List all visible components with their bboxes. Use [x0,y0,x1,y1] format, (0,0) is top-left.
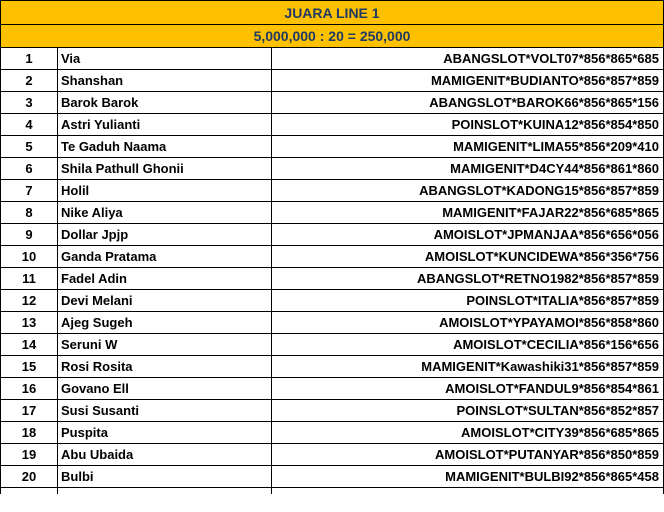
table-row [1,180,664,202]
row-number-cell[interactable]: 11 [1,268,58,290]
account-cell[interactable]: AMOISLOT*PUTANYAR*856*850*859 [272,444,664,466]
table-row [1,136,664,158]
name-cell[interactable]: Ajeg Sugeh [58,312,272,334]
row-number-cell[interactable]: 5 [1,136,58,158]
account-cell[interactable]: ABANGSLOT*BAROK66*856*865*156 [272,92,664,114]
account-cell[interactable]: ABANGSLOT*KADONG15*856*857*859 [272,180,664,202]
row-number-cell[interactable]: 14 [1,334,58,356]
row-number-cell[interactable]: 7 [1,180,58,202]
table-row [1,224,664,246]
subtitle-row [1,25,664,48]
row-number-cell[interactable]: 15 [1,356,58,378]
table-title[interactable]: JUARA LINE 1 [1,1,664,25]
name-cell[interactable]: Shanshan [58,70,272,92]
account-cell[interactable]: MAMIGENIT*FAJAR22*856*685*865 [272,202,664,224]
row-number-cell[interactable]: 19 [1,444,58,466]
row-number-cell[interactable]: 6 [1,158,58,180]
row-number-cell[interactable]: 20 [1,466,58,488]
table-row [1,268,664,290]
table-row [1,356,664,378]
account-cell[interactable]: MAMIGENIT*D4CY44*856*861*860 [272,158,664,180]
account-cell[interactable]: ABANGSLOT*RETNO1982*856*857*859 [272,268,664,290]
table-row [1,246,664,268]
table-row [1,48,664,70]
table-row [1,378,664,400]
row-number-cell[interactable]: 8 [1,202,58,224]
table-row [1,334,664,356]
account-cell[interactable]: POINSLOT*KUINA12*856*854*850 [272,114,664,136]
account-cell[interactable]: MAMIGENIT*Kawashiki31*856*857*859 [272,356,664,378]
table-row [1,202,664,224]
name-cell[interactable]: Holil [58,180,272,202]
empty-cell[interactable] [272,488,664,494]
row-number-cell[interactable]: 3 [1,92,58,114]
name-cell[interactable]: Dollar Jpjp [58,224,272,246]
name-cell[interactable]: Shila Pathull Ghonii [58,158,272,180]
table-row [1,400,664,422]
name-cell[interactable]: Govano Ell [58,378,272,400]
name-cell[interactable]: Nike Aliya [58,202,272,224]
row-number-cell[interactable]: 4 [1,114,58,136]
account-cell[interactable]: AMOISLOT*JPMANJAA*856*656*056 [272,224,664,246]
account-cell[interactable]: AMOISLOT*CECILIA*856*156*656 [272,334,664,356]
name-cell[interactable]: Seruni W [58,334,272,356]
name-cell[interactable]: Puspita [58,422,272,444]
row-number-cell[interactable]: 1 [1,48,58,70]
name-cell[interactable]: Bulbi [58,466,272,488]
empty-row [1,488,664,494]
account-cell[interactable]: AMOISLOT*KUNCIDEWA*856*356*756 [272,246,664,268]
table-row [1,312,664,334]
title-row [1,1,664,25]
table-row [1,70,664,92]
row-number-cell[interactable]: 16 [1,378,58,400]
name-cell[interactable]: Rosi Rosita [58,356,272,378]
account-cell[interactable]: POINSLOT*SULTAN*856*852*857 [272,400,664,422]
row-number-cell[interactable]: 10 [1,246,58,268]
empty-cell[interactable] [58,488,272,494]
table-row [1,466,664,488]
account-cell[interactable]: MAMIGENIT*LIMA55*856*209*410 [272,136,664,158]
row-number-cell[interactable]: 9 [1,224,58,246]
account-cell[interactable]: AMOISLOT*YPAYAMOI*856*858*860 [272,312,664,334]
name-cell[interactable]: Barok Barok [58,92,272,114]
row-number-cell[interactable]: 17 [1,400,58,422]
row-number-cell[interactable]: 18 [1,422,58,444]
name-cell[interactable]: Ganda Pratama [58,246,272,268]
row-number-cell[interactable]: 2 [1,70,58,92]
account-cell[interactable]: AMOISLOT*CITY39*856*685*865 [272,422,664,444]
table-row [1,92,664,114]
table-row [1,422,664,444]
name-cell[interactable]: Abu Ubaida [58,444,272,466]
name-cell[interactable]: Astri Yulianti [58,114,272,136]
name-cell[interactable]: Via [58,48,272,70]
name-cell[interactable]: Fadel Adin [58,268,272,290]
account-cell[interactable]: MAMIGENIT*BULBI92*856*865*458 [272,466,664,488]
table-row [1,290,664,312]
row-number-cell[interactable]: 12 [1,290,58,312]
account-cell[interactable]: POINSLOT*ITALIA*856*857*859 [272,290,664,312]
table-row [1,444,664,466]
account-cell[interactable]: ABANGSLOT*VOLT07*856*865*685 [272,48,664,70]
account-cell[interactable]: MAMIGENIT*BUDIANTO*856*857*859 [272,70,664,92]
account-cell[interactable]: AMOISLOT*FANDUL9*856*854*861 [272,378,664,400]
empty-cell[interactable] [1,488,58,494]
table-row [1,158,664,180]
prize-calculation[interactable]: 5,000,000 : 20 = 250,000 [1,25,664,48]
name-cell[interactable]: Te Gaduh Naama [58,136,272,158]
name-cell[interactable]: Devi Melani [58,290,272,312]
row-number-cell[interactable]: 13 [1,312,58,334]
table-row [1,114,664,136]
name-cell[interactable]: Susi Susanti [58,400,272,422]
